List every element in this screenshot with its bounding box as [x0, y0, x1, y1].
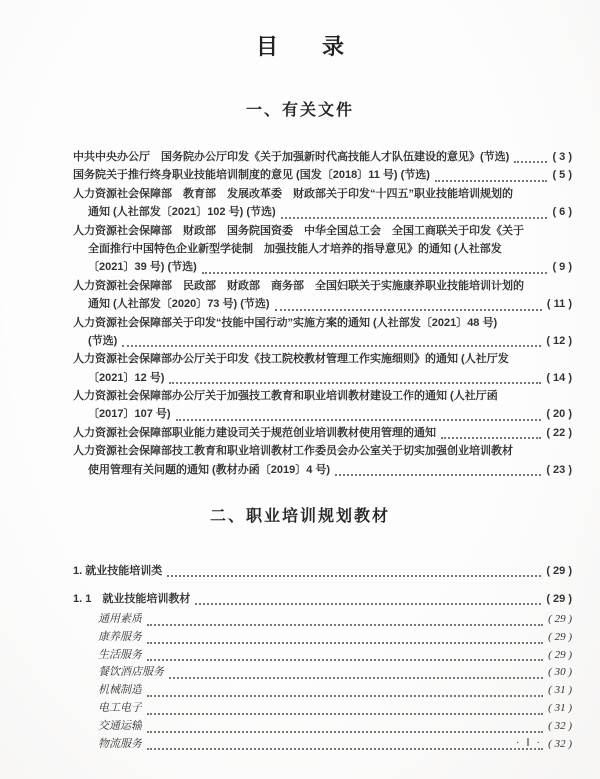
dot-leader — [335, 474, 541, 476]
toc-entry-text: 机械制造 — [98, 684, 142, 697]
toc-entry-text: 通知 (人社部发〔2021〕102 号) (节选) — [88, 206, 276, 219]
page-number: ( 29 ) — [548, 648, 572, 661]
toc-entry — [73, 148, 572, 166]
page-number: ( 32 ) — [548, 719, 572, 732]
page-number: ( 29 ) — [546, 565, 572, 578]
toc-entry-text: 国务院关于推行终身职业技能培训制度的意见 (国发〔2018〕11 号) (节选) — [73, 169, 430, 182]
page-number: ( 30 ) — [548, 666, 572, 679]
dot-leader — [167, 575, 541, 577]
toc-entry-text: 康养服务 — [98, 630, 142, 643]
toc-entry-text: 人力资源社会保障部 财政部 国务院国资委 中华全国总工会 全国工商联关于印发《关于 — [73, 224, 524, 237]
toc-entry — [73, 461, 572, 479]
toc-entry-text: 人力资源社会保障部职业能力建设司关于规范创业培训教材使用管理的通知 — [73, 426, 436, 439]
toc-entry-text: 中共中央办公厅 国务院办公厅印发《关于加强新时代高技能人才队伍建设的意见》(节选) — [73, 151, 510, 163]
page-number: ( 6 ) — [552, 206, 572, 219]
toc-entry — [73, 222, 572, 240]
dot-leader — [195, 603, 541, 605]
dot-leader — [281, 217, 548, 219]
section2-heading: 二、职业培训规划教材 — [209, 508, 390, 526]
dot-leader — [147, 695, 543, 697]
toc-entry — [73, 314, 572, 332]
page-number: ( 31 ) — [548, 702, 572, 715]
toc-entry-text: 〔2017〕107 号) — [88, 408, 171, 421]
page-number: ( 29 ) — [548, 630, 572, 643]
page-number: ( 9 ) — [552, 261, 572, 274]
page-title: 目 录 — [255, 34, 344, 59]
dot-leader — [169, 382, 541, 384]
dot-leader — [147, 642, 543, 644]
toc-entry-text: 电工电子 — [98, 702, 142, 715]
toc-entry-text: 人力资源社会保障部关于印发“技能中国行动”实施方案的通知 (人社部发〔2021〕48 号) — [73, 316, 498, 329]
toc-entry-text: 人力资源社会保障部 教育部 发展改革委 财政部关于印发“十四五”职业技能培训规划的 — [73, 187, 513, 200]
toc-entry-text: 全面推行中国特色企业新型学徒制 加强技能人才培养的指导意见》的通知 (人社部发 — [88, 242, 502, 255]
page-number: ( 12 ) — [546, 334, 572, 347]
toc-entry — [73, 718, 572, 736]
toc-entry — [73, 387, 572, 405]
page-number: ( 22 ) — [546, 426, 572, 439]
toc-entry-text: 人力资源社会保障部技工教育和职业培训教材工作委员会办公室关于切实加强创业培训教材 — [73, 445, 513, 458]
toc-entry-text: 使用管理有关问题的通知 (教材办函〔2019〕4 号) — [88, 463, 331, 476]
page-number: ( 31 ) — [548, 684, 572, 697]
dot-leader — [514, 161, 547, 163]
dot-leader — [202, 272, 548, 274]
toc-entry-text: 1. 就业技能培训类 — [73, 565, 163, 578]
section2-entry-list — [73, 562, 572, 753]
toc-entry — [73, 736, 572, 754]
toc-entry — [73, 405, 572, 423]
toc-entry-text: 1. 1 就业技能培训教材 — [73, 593, 191, 606]
toc-entry — [73, 442, 572, 460]
dot-leader — [147, 713, 543, 715]
toc-entry-text: 通知 (人社部发〔2020〕73 号) (节选) — [88, 298, 270, 311]
toc-entry — [73, 629, 572, 647]
toc-entry — [73, 185, 572, 203]
toc-entry — [73, 240, 572, 258]
toc-entry — [73, 277, 572, 295]
dot-leader — [147, 624, 543, 626]
page-number: ( 23 ) — [546, 463, 572, 476]
toc-entry — [73, 562, 572, 580]
dot-leader — [122, 345, 541, 347]
toc-entry — [73, 664, 572, 682]
page-number: ( 14 ) — [546, 371, 572, 384]
dot-leader — [147, 659, 543, 661]
page-number: ( 20 ) — [546, 408, 572, 421]
toc-entry-text: 〔2021〕12 号) — [88, 371, 165, 384]
page-number: ( 11 ) — [546, 298, 572, 311]
toc-entry-text: 〔2021〕39 号) (节选) — [88, 261, 197, 274]
dot-leader — [169, 677, 543, 679]
toc-entry — [73, 203, 572, 221]
toc-entry — [73, 700, 572, 718]
toc-entry — [73, 611, 572, 629]
toc-entry-text: 交通运输 — [98, 719, 142, 732]
toc-entry-text: 生活服务 — [98, 648, 142, 661]
toc-entry — [73, 369, 572, 387]
toc-entry-text: 人力资源社会保障部 民政部 财政部 商务部 全国妇联关于实施康养职业技能培训计划的 — [73, 279, 524, 292]
page-number-footer: · Ⅰ · — [515, 737, 542, 749]
dot-leader — [441, 437, 541, 439]
dot-leader — [435, 180, 548, 182]
toc-entry-text: 通用素质 — [98, 613, 142, 626]
toc-entry — [73, 647, 572, 665]
toc-entry — [73, 424, 572, 442]
page-number: ( 29 ) — [546, 593, 572, 606]
page-number: ( 5 ) — [552, 169, 572, 182]
page-number: ( 3 ) — [552, 151, 572, 163]
dot-leader — [176, 419, 542, 421]
page-number: ( 32 ) — [548, 737, 572, 750]
section1-entry-list — [73, 148, 572, 479]
toc-entry — [73, 295, 572, 313]
toc-entry — [73, 350, 572, 368]
toc-entry — [73, 258, 572, 276]
toc-entry-text: 人力资源社会保障部办公厅关于加强技工教育和职业培训教材建设工作的通知 (人社厅函 — [73, 390, 498, 403]
toc-entry-text: (节选) — [88, 334, 118, 347]
dot-leader — [275, 309, 542, 311]
toc-entry — [73, 682, 572, 700]
toc-entry — [73, 590, 572, 608]
page-number: ( 29 ) — [548, 613, 572, 626]
toc-entry-text: 餐饮酒店服务 — [98, 666, 164, 679]
toc-entry — [73, 166, 572, 184]
section1-heading: 一、有关文件 — [245, 102, 354, 119]
toc-entry-text: 人力资源社会保障部办公厅关于印发《技工院校教材管理工作实施细则》的通知 (人社厅发 — [73, 353, 509, 366]
dot-leader — [147, 731, 543, 733]
toc-entry — [73, 332, 572, 350]
dot-leader — [147, 748, 543, 750]
toc-entry-text: 物流服务 — [98, 737, 142, 750]
